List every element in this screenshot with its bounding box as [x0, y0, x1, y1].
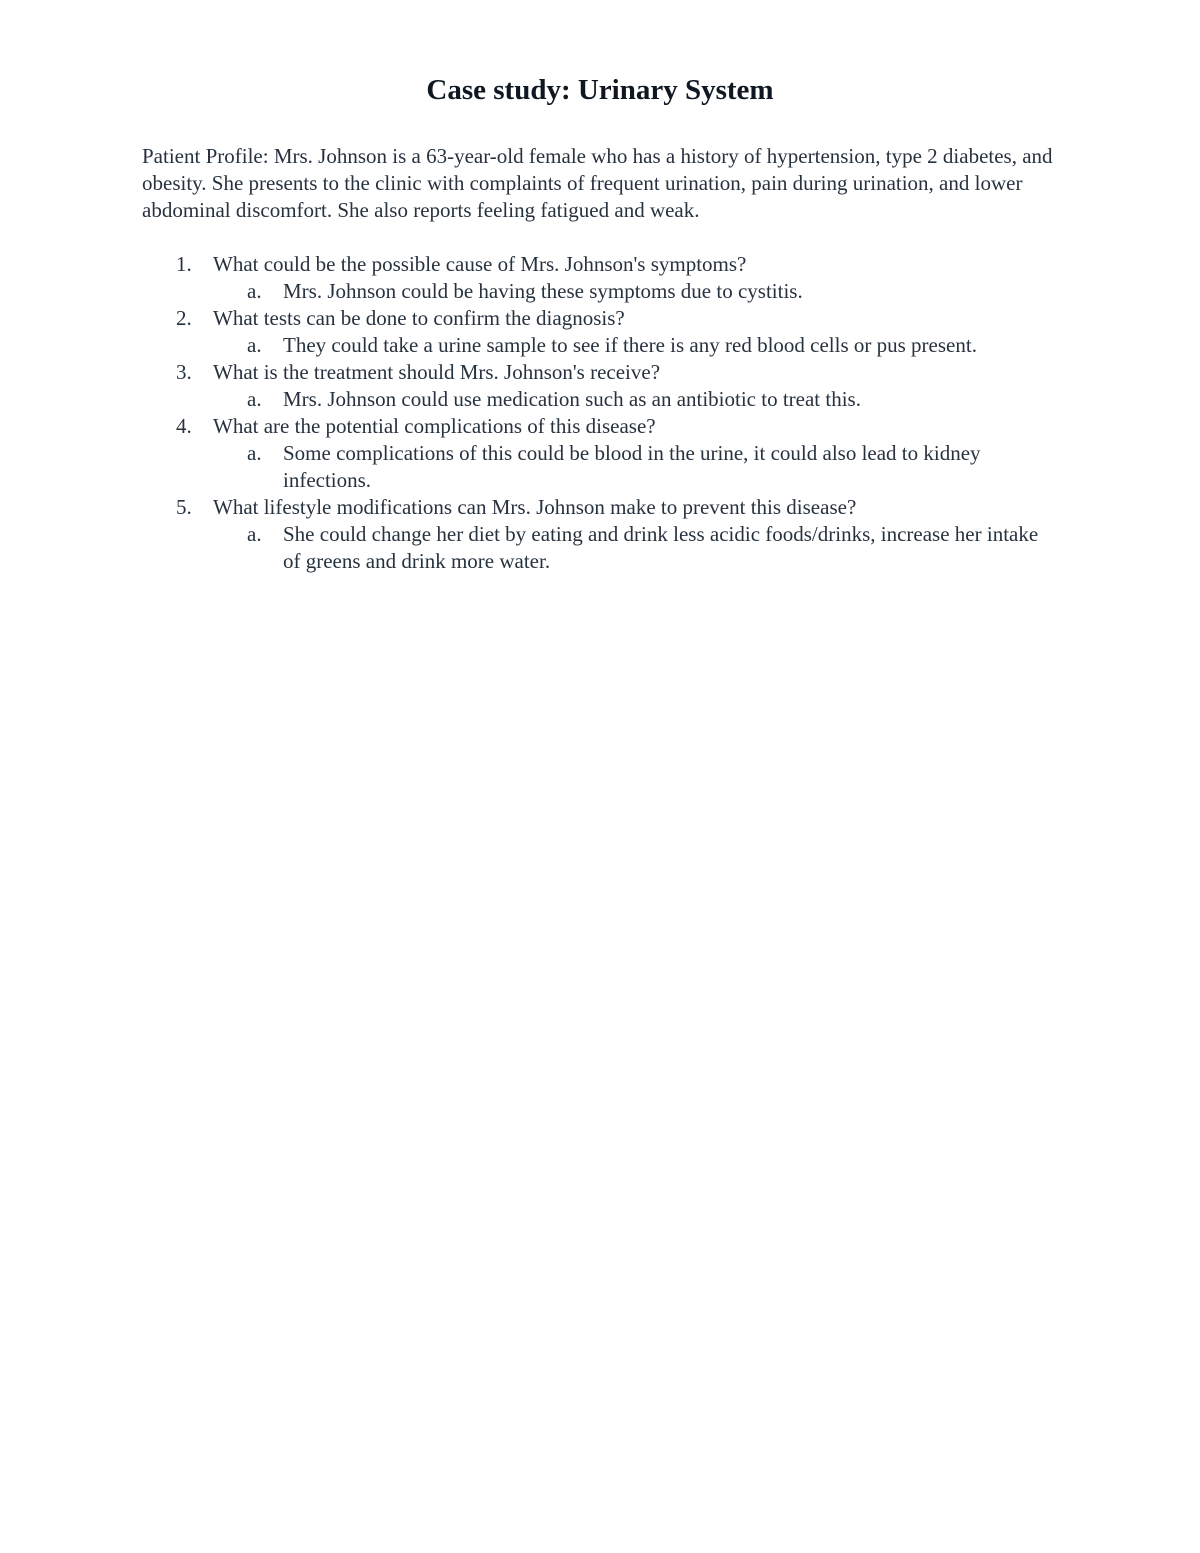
question-row [142, 305, 1062, 332]
question-item-3 [142, 359, 1062, 413]
question-number: 5. [176, 495, 192, 519]
answer-row [142, 521, 1043, 575]
answer-letter: a. [247, 387, 262, 411]
answer-text: Some complications of this could be blood in the urine, it could also lead to kidney infections. [283, 441, 981, 492]
answer-letter: a. [247, 333, 262, 357]
answer-row [142, 386, 1043, 413]
answer-row [142, 278, 1043, 305]
page-title: Case study: Urinary System [426, 74, 774, 106]
question-text: What lifestyle modifications can Mrs. Johnson make to prevent this disease? [213, 495, 857, 519]
answer-row [142, 332, 1043, 359]
question-row [142, 494, 1062, 521]
patient-profile-paragraph: Patient Profile: Mrs. Johnson is a 63-year-old female who has a history of hypertension, type 2 diabetes, and obesity. She presents to the clinic with complaints of frequent urination, pain during urination, and lower abdominal discomfort. She also reports feeling fatigued and weak. [142, 144, 1053, 222]
answer-text: Mrs. Johnson could be having these symptoms due to cystitis. [283, 279, 803, 303]
question-number: 3. [176, 360, 192, 384]
question-row [142, 359, 1062, 386]
question-row [142, 413, 1062, 440]
answer-text: They could take a urine sample to see if there is any red blood cells or pus present. [283, 333, 977, 357]
question-text: What are the potential complications of this disease? [213, 414, 656, 438]
question-row [142, 251, 1062, 278]
question-text: What could be the possible cause of Mrs. Johnson's symptoms? [213, 252, 747, 276]
answer-letter: a. [247, 522, 262, 546]
answer-letter: a. [247, 441, 262, 465]
question-text: What tests can be done to confirm the diagnosis? [213, 306, 625, 330]
answer-row [142, 440, 1043, 494]
answer-text: She could change her diet by eating and drink less acidic foods/drinks, increase her intake of greens and drink more water. [283, 522, 1039, 573]
question-number: 4. [176, 414, 192, 438]
question-item-2 [142, 305, 1062, 359]
question-list [142, 251, 1062, 575]
question-number: 2. [176, 306, 192, 330]
question-item-5 [142, 494, 1062, 575]
question-item-1 [142, 251, 1062, 305]
question-number: 1. [176, 252, 192, 276]
question-item-4 [142, 413, 1062, 494]
question-text: What is the treatment should Mrs. Johnson's receive? [213, 360, 661, 384]
answer-text: Mrs. Johnson could use medication such as an antibiotic to treat this. [283, 387, 861, 411]
answer-letter: a. [247, 279, 262, 303]
